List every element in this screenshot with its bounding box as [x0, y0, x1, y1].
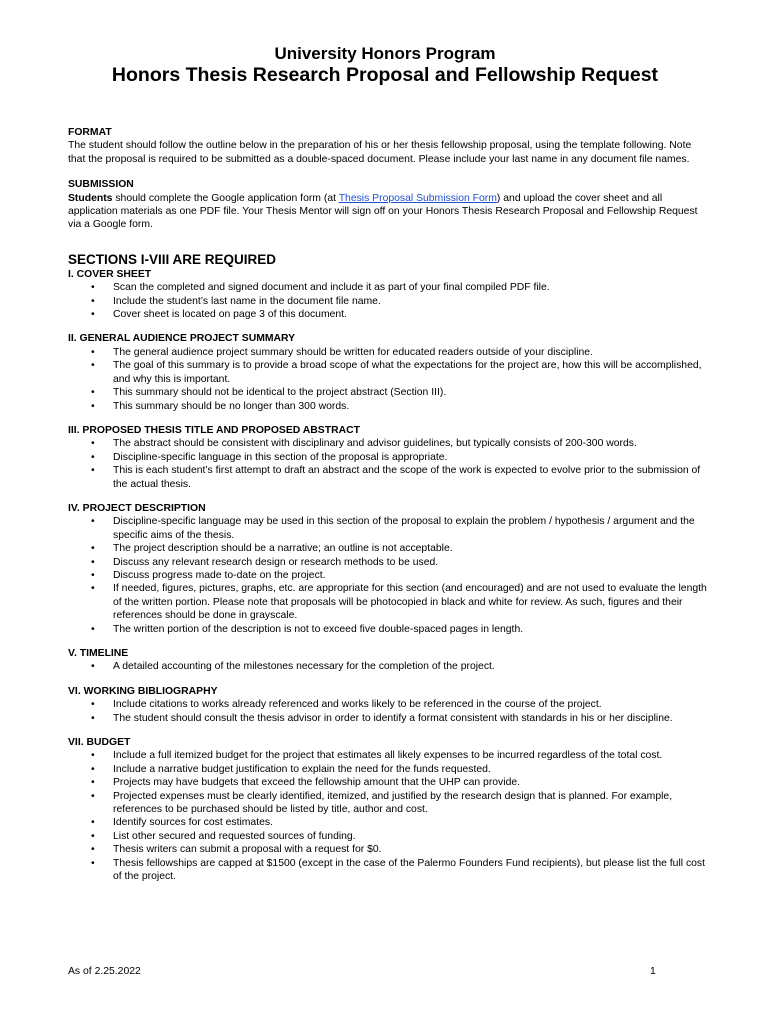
bullet-list — [68, 698, 708, 725]
bullet-icon: • — [91, 763, 95, 775]
program-title: University Honors Program — [274, 44, 496, 63]
list-item — [68, 437, 708, 450]
document-body — [68, 126, 708, 884]
list-item — [68, 582, 708, 622]
section-7 — [68, 736, 708, 883]
bullet-icon: • — [91, 309, 95, 321]
section-6 — [68, 685, 708, 725]
list-item-text: Include citations to works already referenced and works likely to be referenced in the course of the project. — [113, 699, 602, 711]
list-item — [68, 749, 708, 762]
submission-text-before: should complete the Google application form (at — [112, 192, 339, 204]
bullet-icon: • — [91, 857, 95, 869]
list-item — [68, 386, 708, 399]
list-item-text: The project description should be a narrative; an outline is not acceptable. — [113, 543, 453, 555]
bullet-icon: • — [91, 830, 95, 842]
bullet-icon: • — [91, 817, 95, 829]
bullet-icon: • — [91, 465, 95, 477]
list-item-text: A detailed accounting of the milestones necessary for the completion of the project. — [113, 661, 495, 673]
list-item — [68, 295, 708, 308]
footer-date: As of 2.25.2022 — [68, 966, 141, 977]
bullet-list — [68, 515, 708, 636]
bullet-list — [68, 660, 708, 673]
bullet-icon: • — [91, 844, 95, 856]
list-item — [68, 660, 708, 673]
list-item — [68, 623, 708, 636]
list-item-text: Discipline-specific language may be used in this section of the proposal to explain the problem / hypothesis / argument and the specific aims of the thesis. — [113, 516, 695, 541]
list-item — [68, 308, 708, 321]
bullet-icon: • — [91, 451, 95, 463]
list-item — [68, 569, 708, 582]
bullet-icon: • — [91, 699, 95, 711]
list-item — [68, 698, 708, 711]
bullet-icon: • — [91, 400, 95, 412]
section-2 — [68, 332, 708, 412]
list-item — [68, 346, 708, 359]
bullet-icon: • — [91, 750, 95, 762]
list-item — [68, 464, 708, 491]
list-item — [68, 359, 708, 386]
list-item — [68, 857, 708, 884]
section-title: I. COVER SHEET — [68, 268, 152, 280]
list-item-text: This summary should be no longer than 300 words. — [113, 400, 350, 412]
list-item — [68, 281, 708, 294]
list-item — [68, 542, 708, 555]
section-4 — [68, 502, 708, 636]
bullet-list — [68, 281, 708, 321]
list-item-text: Scan the completed and signed document and include it as part of your final compiled PDF file. — [113, 282, 550, 294]
bullet-icon: • — [91, 790, 95, 802]
list-item-text: If needed, figures, pictures, graphs, etc. are appropriate for this section (and encouraged) and are not used to evaluate the length of the written portion. Please note that proposals will be photocopied in black and white for review. As such, figures and their references should be done in grayscale. — [113, 583, 707, 622]
section-title: VII. BUDGET — [68, 737, 131, 749]
footer-page-number: 1 — [650, 966, 656, 977]
list-item — [68, 400, 708, 413]
section-title: V. TIMELINE — [68, 648, 129, 659]
submission-label: SUBMISSION — [68, 179, 134, 191]
list-item-text: This summary should not be identical to the project abstract (Section III). — [113, 387, 447, 399]
submission-text-after: ) and upload the cover sheet and all application materials as one PDF file. Your Thesis Mentor will sign off on your Honors Thesis Research Proposal and Fellowship Request via a Google form. — [68, 192, 698, 231]
list-item-text: Cover sheet is located on page 3 of this document. — [113, 309, 347, 321]
bullet-icon: • — [91, 516, 95, 528]
list-item-text: Projected expenses must be clearly identified, itemized, and justified by the research design that is planned. For example, references to be purchased should be listed by title, author and cost. — [113, 790, 673, 816]
list-item-text: Discuss any relevant research design or research methods to be used. — [113, 556, 439, 568]
list-item — [68, 556, 708, 569]
section-title: VI. WORKING BIBLIOGRAPHY — [68, 685, 218, 697]
bullet-icon: • — [91, 623, 95, 635]
section-3 — [68, 424, 708, 491]
bullet-icon: • — [91, 346, 95, 358]
bullet-icon: • — [91, 543, 95, 555]
bullet-icon: • — [91, 777, 95, 789]
submission-bold-lead: Students — [68, 192, 113, 204]
list-item-text: Discipline-specific language in this section of the proposal is appropriate. — [113, 451, 448, 463]
bullet-list — [68, 749, 708, 883]
bullet-icon: • — [91, 387, 95, 399]
list-item — [68, 451, 708, 464]
list-item-text: The abstract should be consistent with disciplinary and advisor guidelines, but typically consists of 200-300 words. — [113, 438, 637, 450]
list-item — [68, 816, 708, 829]
bullet-list — [68, 437, 708, 491]
list-item — [68, 712, 708, 725]
list-item — [68, 515, 708, 542]
section-title: IV. PROJECT DESCRIPTION — [68, 502, 206, 514]
list-item — [68, 790, 708, 817]
sections-heading: SECTIONS I-VIII ARE REQUIRED — [68, 251, 277, 267]
bullet-icon: • — [91, 360, 95, 372]
list-item-text: Include a narrative budget justification to explain the need for the funds requested. — [113, 763, 491, 775]
bullet-icon: • — [91, 583, 95, 595]
format-text: The student should follow the outline below in the preparation of his or her thesis fellowship proposal, using the template following. Note that the proposal is required to be submitted as a double-spaced document. Please include your last name in any document file names. — [68, 140, 692, 165]
bullet-icon: • — [91, 712, 95, 724]
list-item-text: Projects may have budgets that exceed the fellowship amount that the UHP can provide. — [113, 777, 521, 789]
list-item-text: The general audience project summary should be written for educated readers outside of your discipline. — [113, 346, 593, 358]
bullet-icon: • — [91, 295, 95, 307]
list-item-text: This is each student’s first attempt to draft an abstract and the scope of the work is expected to evolve prior to the submission of the actual thesis. — [113, 465, 701, 490]
list-item-text: Thesis fellowships are capped at $1500 (except in the case of the Palermo Founders Fund recipients), but please list the full cost of the project. — [113, 857, 706, 883]
sections-list — [68, 268, 708, 884]
bullet-icon: • — [91, 569, 95, 581]
list-item — [68, 843, 708, 856]
document-title: Honors Thesis Research Proposal and Fellowship Request — [111, 64, 659, 86]
list-item-text: The goal of this summary is to provide a broad scope of what the expectations for the project are, how this will be accomplished, and why this is important. — [113, 360, 702, 385]
list-item-text: The written portion of the description is not to exceed five double-spaced pages in length. — [113, 623, 524, 635]
format-section — [68, 126, 708, 166]
section-5 — [68, 647, 708, 674]
list-item — [68, 830, 708, 843]
submission-form-link[interactable]: Thesis Proposal Submission Form — [338, 192, 497, 204]
list-item-text: Identify sources for cost estimates. — [113, 817, 273, 829]
list-item-text: Thesis writers can submit a proposal with a request for $0. — [113, 844, 382, 856]
bullet-icon: • — [91, 661, 95, 673]
bullet-icon: • — [91, 438, 95, 450]
list-item-text: List other secured and requested sources of funding. — [113, 830, 356, 842]
submission-text — [68, 192, 708, 232]
section-title: III. PROPOSED THESIS TITLE AND PROPOSED ABSTRACT — [68, 424, 360, 436]
list-item-text: Include a full itemized budget for the project that estimates all likely expenses to be incurred regardless of the total cost. — [113, 750, 663, 762]
bullet-icon: • — [91, 282, 95, 294]
format-label: FORMAT — [68, 127, 112, 138]
list-item — [68, 763, 708, 776]
submission-section — [68, 178, 708, 232]
list-item-text: Include the student’s last name in the document file name. — [113, 295, 381, 307]
list-item — [68, 776, 708, 789]
section-1 — [68, 268, 708, 322]
section-title: II. GENERAL AUDIENCE PROJECT SUMMARY — [68, 333, 296, 345]
bullet-list — [68, 346, 708, 413]
list-item-text: Discuss progress made to-date on the project. — [113, 569, 326, 581]
bullet-icon: • — [91, 556, 95, 568]
list-item-text: The student should consult the thesis advisor in order to identify a format consistent with standards in his or her discipline. — [113, 712, 673, 724]
